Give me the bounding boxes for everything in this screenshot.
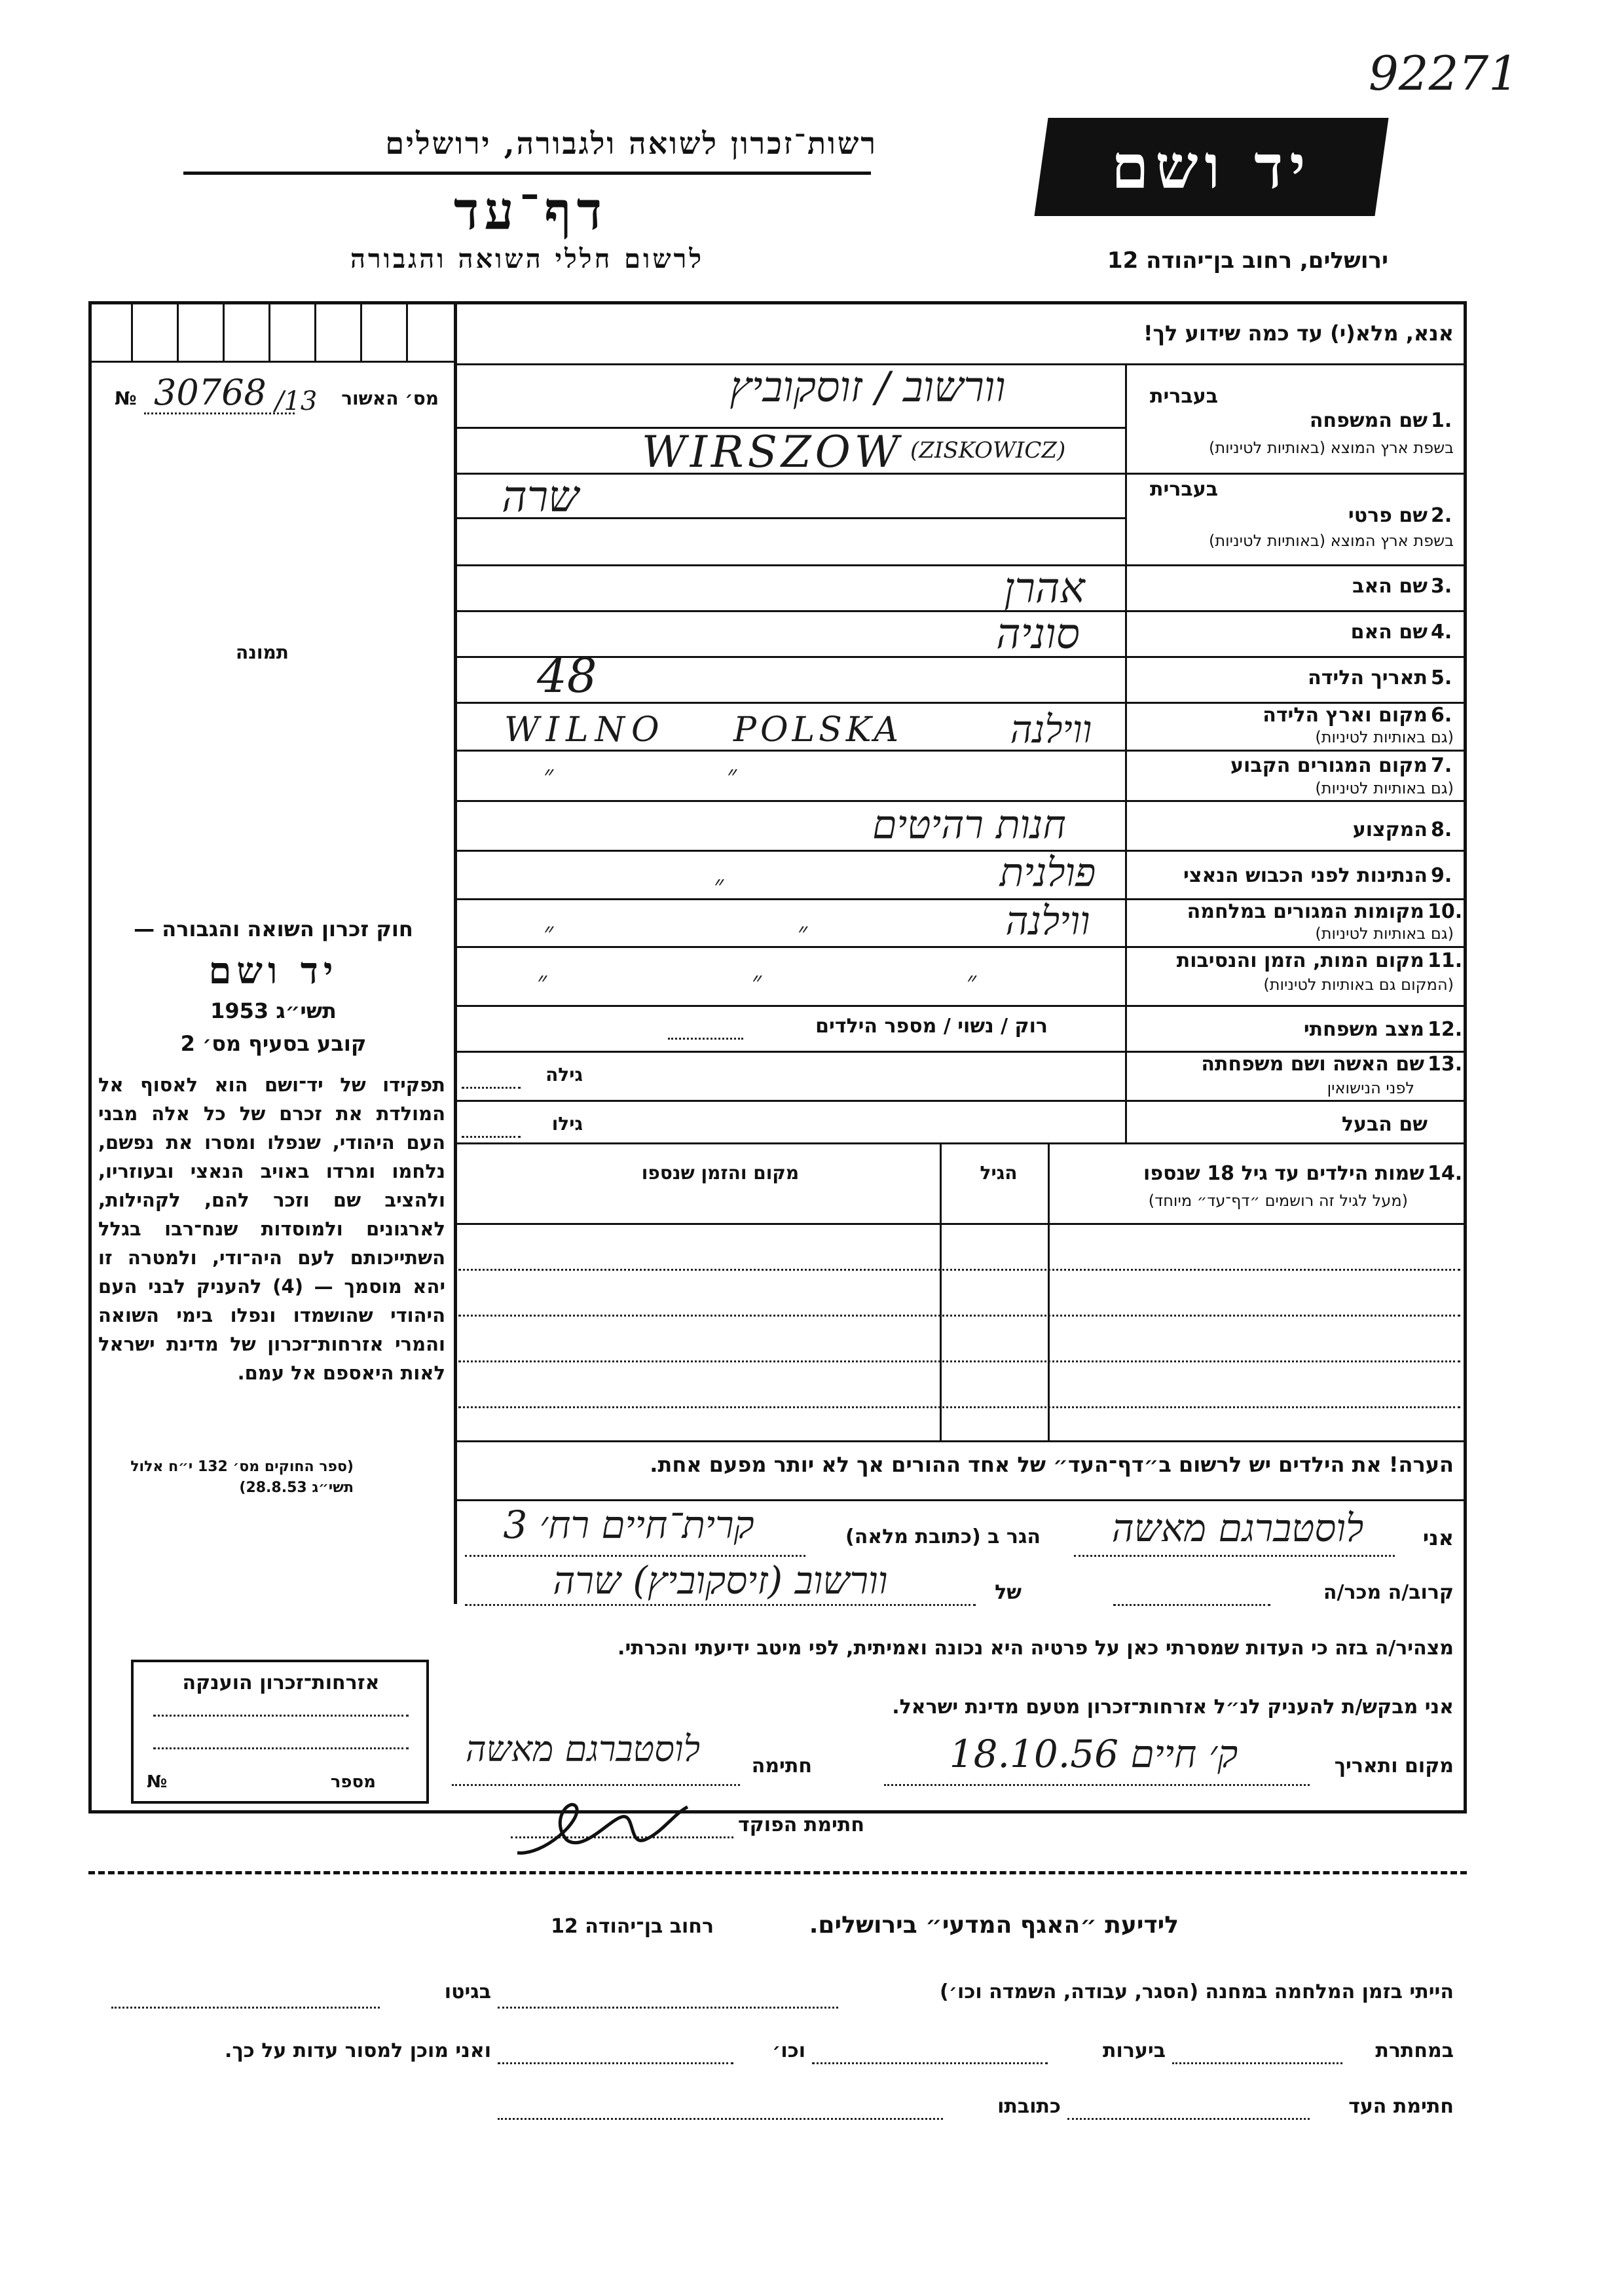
lang-hebrew-2: בעברית [1150,478,1218,501]
relation-of-label: של [995,1581,1022,1604]
husband-age-label: גילו [551,1113,583,1135]
declaration-text: מצהיר/ה בזה כי העדות שמסרתי כאן על פרטיה היא נכונה ואמיתית, לפי מיטב ידיעתי והכרתי. [618,1637,1454,1660]
nationality-ditto: ״ [714,870,724,900]
bottom-line1-end: בגיטו [444,1980,491,2003]
birthplace-country[interactable]: POLSKA [733,710,903,750]
law-text: תפקידו של יד־ושם הוא לאסוף אל המולדת את זכרם של כל אלה מבני העם היהודי, שנפלו ומסרו את נפשם, נלחמו ומרדו באויב הנאצי ובעוזריו, ולהציב שם וזכר להם, לקהילות, לארגונים ולמוסדות שנח־רבו בגלל השתייכותם לעם היה־ודי, ולמטרה זו יהא מוסמך — (4) להעניק לבני העם היהודי שהושמדו ונפלו בימי השואה והמרי אזרחות־זכרון של מדינת ישראל לאות היאספם אל עמם. [98,1074,445,1384]
father-name-label: שם האב [1352,575,1428,598]
father-name-value[interactable]: אהרן [1004,564,1085,613]
wartime-residence-sublabel: (גם באותיות לטיניות) [1315,924,1454,943]
relation-label: קרוב/ה מכר/ה [1323,1581,1454,1604]
mother-name-value[interactable]: סוניה [996,610,1080,659]
yad-vashem-logo [1034,118,1388,216]
citizenship-box [131,1660,429,1804]
bottom-etc: וכו׳ [772,2039,805,2062]
place-date-label: מקום ותאריך [1334,1755,1454,1777]
photo-label: תמונה [236,642,289,663]
residence-ditto-a[interactable]: ״ [544,760,554,790]
form-title: דף־עד [453,180,608,242]
surname-label: שם המשפחה [1309,409,1428,432]
instruction-text: אנא, מלא(י) עד כמה שידוע לך! [1143,321,1454,346]
bottom-witness-address: כתובתו [997,2095,1061,2118]
birthdate-label: תאריך הלידה [1308,666,1428,689]
wartime-residence-ditto: ״ ״ [544,917,926,947]
form-subtitle: לרשום חללי השואה והגבורה [350,244,705,274]
citizenship-number-prefix: № [147,1772,168,1792]
marital-status-label: מצב משפחתי [1303,1018,1424,1041]
law-heading: חוק זכרון השואה והגבורה — [134,917,413,941]
signature-label: חתימה [751,1755,812,1777]
surname-value-latin-note: (ZISKOWICZ) [910,437,1066,464]
wartime-residence-label: מקומות המגורים במלחמה [1187,900,1424,923]
archive-number: 92271 [1369,46,1519,101]
lang-hebrew-1: בעברית [1150,385,1218,408]
children-age-col: הגיל [980,1162,1018,1184]
residence-sublabel: (גם באותיות לטיניות) [1315,779,1454,797]
surname-sublabel: בשפת ארץ המוצא (באותיות לטיניות) [1209,439,1454,457]
wartime-residence-value[interactable]: ווילנה [1005,898,1090,944]
declarant-i-label: אני [1422,1525,1454,1550]
bottom-line2-end: ואני מוכן למסור עדות על כך. [225,2039,491,2062]
occupation-value[interactable]: חנות רהיטים [872,802,1066,848]
occupation-label: המקצוע [1352,818,1428,841]
cert-number[interactable]: 30768 [154,372,267,413]
wife-name-sublabel: לפני הנישואין [1327,1079,1414,1097]
bottom-title: לידיעת ״האגף המדעי״ בירושלים. [809,1912,1179,1939]
husband-name-label: שם הבעל [1341,1113,1428,1136]
bottom-witness-signature: חתימת העד [1348,2095,1454,2118]
institution-underline [183,172,871,175]
officer-signature-label: חתימת הפוקד [738,1813,864,1836]
surname-value-latin[interactable]: WIRSZOW [642,427,903,477]
left-panel-divider [454,304,457,1604]
death-place-ditto[interactable]: ״ ״ ״ [537,966,1075,996]
declarant-name[interactable]: לוסטברגם מאשה [1111,1506,1364,1550]
bottom-underground: במחתרת [1375,2039,1454,2062]
relation-value[interactable]: וורשוב (זיסקוביץ) שרה [553,1558,888,1603]
citizenship-number-label: מספר [330,1772,376,1792]
cert-suffix: /13 [275,386,318,416]
declarant-address[interactable]: קרית־חיים רח׳ 3 [503,1503,754,1547]
birthplace-sublabel: (גם באותיות לטיניות) [1315,728,1454,746]
label-column-divider [1125,363,1127,1142]
nationality-label: הנתינות לפני הכבוש הנאצי [1183,864,1428,887]
marital-status-options: רוק / נשוי / מספר הילדים [815,1015,1048,1038]
birthdate-value[interactable]: 48 [537,648,597,703]
birthplace-he[interactable]: ווילנה [1010,707,1092,752]
institution-name: רשות־זכרון לשואה ולגבורה, ירושלים [385,126,877,161]
cert-prefix: № [115,388,137,409]
residence-ditto-b[interactable]: ״ [727,760,737,790]
bottom-address: רחוב בן־יהודה 12 [551,1915,714,1938]
cert-label: מס׳ האשור [341,388,439,409]
law-name: יד ושם [208,949,339,993]
firstname-sublabel: בשפת ארץ המוצא (באותיות לטיניות) [1209,532,1454,550]
death-place-sublabel: (המקום גם באותיות לטיניות) [1263,975,1454,994]
firstname-value[interactable]: שרה [502,471,579,522]
logo-text: יד ושם [1111,132,1312,202]
law-reference: (ספר החוקים מס׳ 132 י״ח אלול תשי״ג 28.8.53) [130,1459,354,1496]
header-address: ירושלים, רחוב בן־יהודה 12 [1107,247,1388,274]
digit-boxes [92,303,454,363]
children-sublabel: (מעל לגיל זה רושמים ״דף־עד״ מיוחד) [1148,1192,1408,1210]
place-date-value[interactable]: ק׳ חיים 18.10.56 [949,1732,1238,1776]
firstname-label: שם פרטי [1348,504,1428,527]
bottom-line1: הייתי בזמן המלחמה במחנה (הסגר, עבודה, השמדה וכו׳) [940,1980,1454,2003]
mother-name-label: שם האם [1350,621,1428,644]
citizenship-box-title: אזרחות־זכרון הוענקה [182,1671,380,1694]
signature-value[interactable]: לוסטברגם מאשה [466,1728,700,1770]
cert-line [144,412,295,414]
children-label: שמות הילדים עד גיל 18 שנספו [1143,1162,1424,1185]
birthplace-label: מקום וארץ הלידה [1263,704,1428,727]
nationality-value[interactable]: פולנית [999,850,1096,896]
residence-label: מקום המגורים הקבוע [1230,754,1428,777]
wife-age-label: גילה [545,1064,583,1085]
death-place-label: מקום המות, הזמן והנסיבות [1176,949,1424,972]
law-clause: קובע בסעיף מס׳ 2 [180,1031,367,1056]
officer-signature [504,1794,701,1866]
declarant-address-label: הגר ב (כתובת מלאה) [845,1525,1041,1548]
note-text: הערה! את הילדים יש לרשום ב״דף־העד״ של אחד ההורים אך לא יותר מפעם אחת. [650,1452,1454,1477]
bottom-forests: ביערות [1103,2039,1166,2062]
birthplace-city[interactable]: WILNO [504,710,666,750]
children-place-col: מקום והזמן שנספו [641,1162,800,1184]
request-text: אני מבקש/ת להעניק לנ״ל אזרחות־זכרון מטעם מדינת ישראל. [892,1696,1454,1719]
surname-value-he[interactable]: וורשוב / זוסקוביץ [729,363,1006,412]
law-year: תשי״ג 1953 [210,998,337,1023]
wife-name-label: שם האשה ושם משפחתה [1201,1053,1424,1076]
